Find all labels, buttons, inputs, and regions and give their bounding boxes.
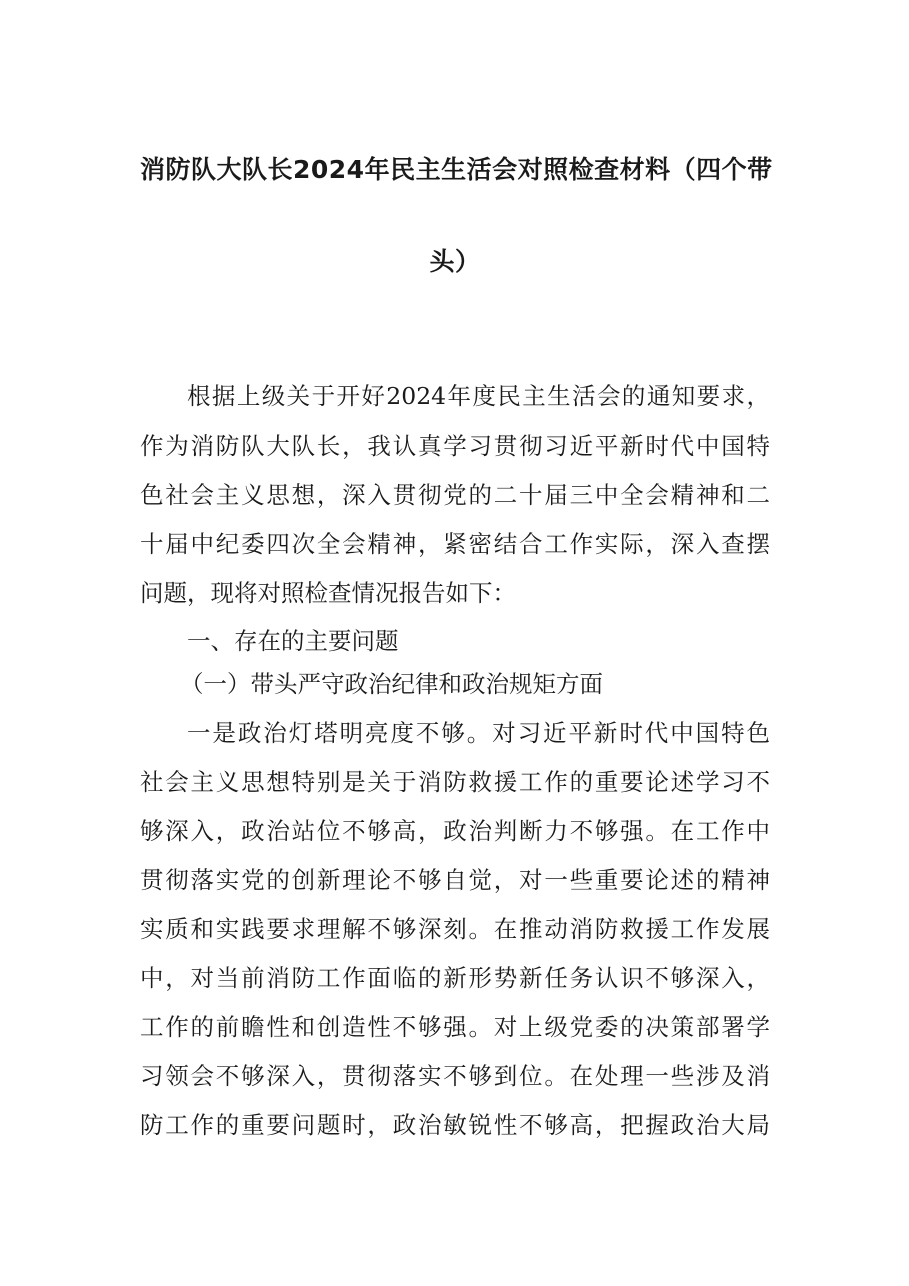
section-heading: 一、存在的主要问题 <box>187 627 399 655</box>
body-line-3: 够深入，政治站位不够高，政治判断力不够强。在工作中 <box>140 817 770 845</box>
body-line-9: 防工作的重要问题时，政治敏锐性不够高，把握政治大局 <box>140 1111 770 1139</box>
body-line-2: 社会主义思想特别是关于消防救援工作的重要论述学习不 <box>140 768 770 796</box>
document-title-line-2: 头） <box>429 247 481 276</box>
body-line-8: 习领会不够深入，贯彻落实不够到位。在处理一些涉及消 <box>140 1062 770 1090</box>
intro-line-4: 十届中纪委四次全会精神，紧密结合工作实际，深入查摆 <box>140 530 770 558</box>
body-line-6: 中，对当前消防工作面临的新形势新任务认识不够深入， <box>140 964 770 992</box>
body-line-5: 实质和实践要求理解不够深刻。在推动消防救援工作发展 <box>140 915 770 943</box>
body-line-4: 贯彻落实党的创新理论不够自觉，对一些重要论述的精神 <box>140 866 770 894</box>
intro-line-2: 作为消防队大队长，我认真学习贯彻习近平新时代中国特 <box>140 432 770 460</box>
body-line-1: 一是政治灯塔明亮度不够。对习近平新时代中国特色 <box>187 719 770 747</box>
intro-line-3: 色社会主义思想，深入贯彻党的二十届三中全会精神和二 <box>140 481 770 509</box>
body-line-7: 工作的前瞻性和创造性不够强。对上级党委的决策部署学 <box>140 1013 770 1041</box>
document-title-line-1: 消防队大队长2024年民主生活会对照检查材料（四个带 <box>140 155 773 184</box>
intro-line-5: 问题，现将对照检查情况报告如下： <box>140 579 516 607</box>
subsection-heading: （一）带头严守政治纪律和政治规矩方面 <box>180 670 603 698</box>
intro-line-1: 根据上级关于开好2024年度民主生活会的通知要求， <box>187 382 770 410</box>
